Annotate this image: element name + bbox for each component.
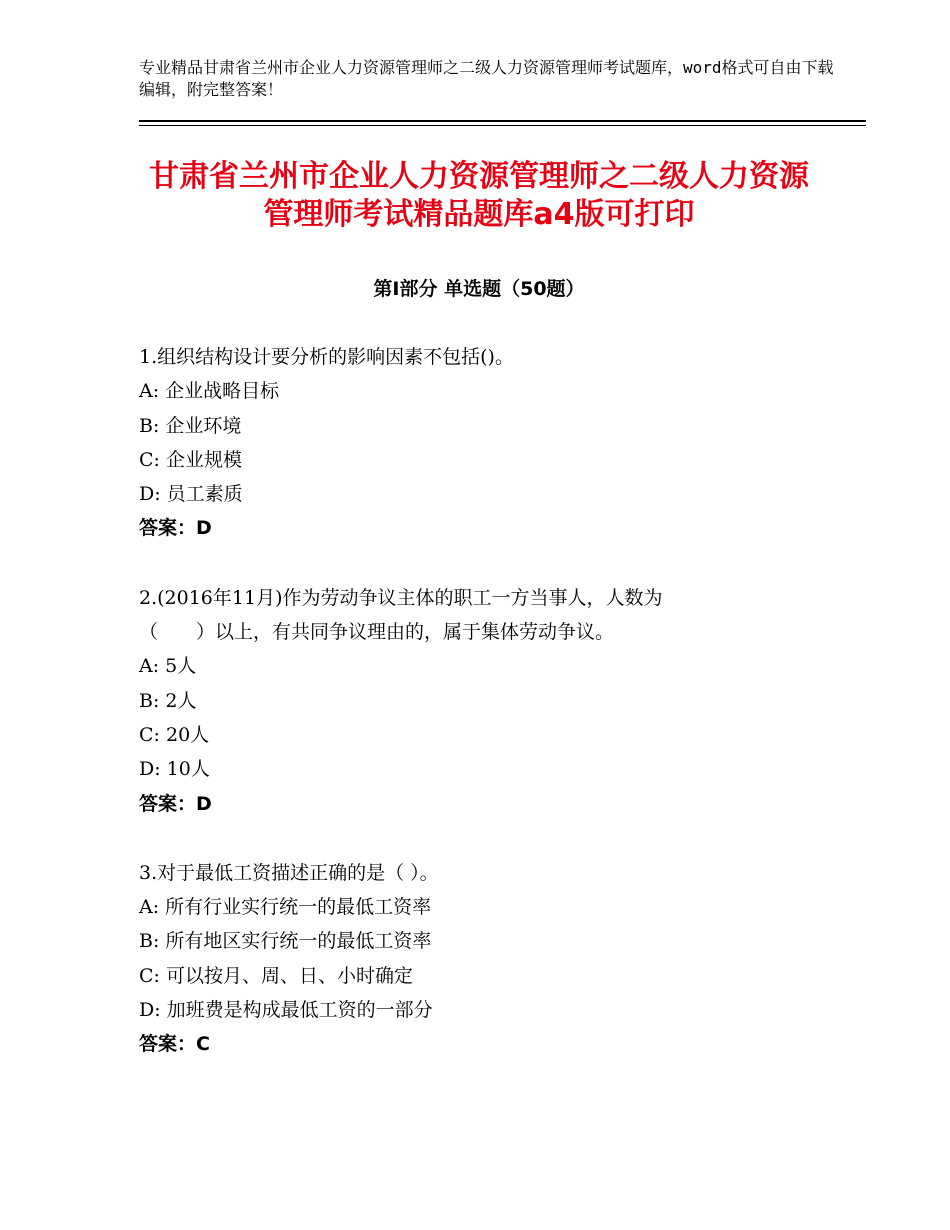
option-c: C: 20人 — [139, 723, 210, 746]
document-title: 甘肃省兰州市企业人力资源管理师之二级人力资源管理师考试精品题库a4版可打印 — [149, 159, 809, 232]
option-b: B: 2人 — [139, 689, 197, 712]
question-2 — [139, 581, 839, 821]
section-heading: 第Ⅰ部分 单选题（50题） — [373, 278, 585, 300]
question-stem-line-2: （ ）以上，有共同争议理由的，属于集体劳动争议。 — [139, 621, 615, 644]
option-a: A: 所有行业实行统一的最低工资率 — [139, 896, 432, 919]
option-d: D: 10人 — [139, 758, 210, 781]
option-a: A: 企业战略目标 — [139, 380, 280, 403]
question-3 — [139, 856, 839, 1062]
option-c: C: 可以按月、周、日、小时确定 — [139, 964, 413, 987]
option-b: B: 企业环境 — [139, 414, 242, 437]
option-a: A: 5人 — [139, 655, 197, 678]
option-d: D: 员工素质 — [139, 483, 243, 506]
question-stem: 1.组织结构设计要分析的影响因素不包括()。 — [139, 346, 514, 368]
option-c: C: 企业规模 — [139, 448, 242, 471]
header-divider-thin — [139, 125, 866, 126]
header-note: 专业精品甘肃省兰州市企业人力资源管理师之二级人力资源管理师考试题库，word格式可自由下载编辑，附完整答案！ — [139, 58, 834, 99]
option-b: B: 所有地区实行统一的最低工资率 — [139, 930, 432, 953]
option-d: D: 加班费是构成最低工资的一部分 — [139, 999, 433, 1022]
answer: 答案：D — [139, 792, 212, 815]
answer: 答案：D — [139, 517, 212, 540]
answer: 答案：C — [139, 1033, 210, 1056]
question-stem: 3.对于最低工资描述正确的是（ ）。 — [139, 861, 439, 884]
question-stem-line-1: 2.(2016年11月)作为劳动争议主体的职工一方当事人，人数为 — [139, 586, 663, 609]
header-divider-thick — [139, 120, 866, 122]
question-1 — [139, 340, 839, 546]
question-list — [139, 340, 839, 1097]
